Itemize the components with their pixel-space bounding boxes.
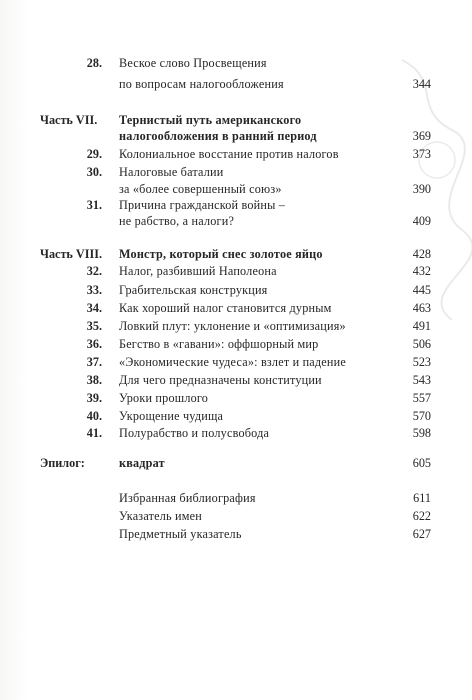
- chapter-number: 37.: [86, 355, 102, 369]
- toc-entry: [0, 353, 472, 371]
- page-number: 428: [412, 247, 431, 261]
- entry-title: за «более совершенный союз»: [119, 182, 282, 196]
- page-number: 570: [412, 409, 431, 423]
- chapter-number: 29.: [86, 147, 102, 161]
- toc-entry: [0, 54, 472, 72]
- page-number: 445: [412, 283, 431, 297]
- toc-entry: [0, 127, 472, 145]
- toc-entry: [0, 299, 472, 317]
- page-number: 598: [412, 426, 431, 440]
- chapter-number: 33.: [86, 283, 102, 297]
- chapter-number: 31.: [86, 198, 102, 212]
- toc-entry: [0, 145, 472, 163]
- toc-entry: [0, 407, 472, 425]
- part-number: Часть VIII.: [40, 247, 103, 261]
- page-number: 463: [412, 301, 431, 315]
- page-number: 369: [412, 129, 431, 143]
- page-number: 523: [412, 355, 431, 369]
- page-number: 409: [412, 214, 431, 228]
- page-number: 622: [412, 509, 431, 523]
- toc-entry: [0, 424, 472, 442]
- toc-entry: [0, 262, 472, 280]
- toc-entry: [0, 489, 472, 507]
- entry-title: Колониальное восстание против налогов: [119, 147, 339, 161]
- toc-entry: [0, 371, 472, 389]
- page-number: 390: [412, 182, 431, 196]
- entry-title: Причина гражданской войны –: [119, 198, 286, 212]
- chapter-number: 39.: [86, 391, 102, 405]
- entry-title: квадрат: [119, 456, 165, 470]
- entry-title: по вопросам налогообложения: [119, 77, 284, 91]
- chapter-number: 35.: [86, 319, 102, 333]
- chapter-number: 34.: [86, 301, 102, 315]
- part-number: Часть VII.: [40, 113, 98, 127]
- toc-entry: [0, 525, 472, 543]
- chapter-number: 40.: [86, 409, 102, 423]
- entry-title: налогообложения в ранний период: [119, 129, 317, 143]
- entry-title: Уроки прошлого: [119, 391, 209, 405]
- page-number: 344: [412, 77, 431, 91]
- page-number: 506: [412, 337, 431, 351]
- chapter-number: 28.: [86, 56, 102, 70]
- toc-part-entry: [0, 245, 472, 263]
- entry-title: Монстр, который снес золотое яйцо: [119, 247, 323, 261]
- part-number: Эпилог:: [40, 456, 85, 470]
- entry-title: «Экономические чудеса»: взлет и падение: [119, 355, 346, 369]
- toc-entry: [0, 335, 472, 353]
- entry-title: Укрощение чудища: [119, 409, 224, 423]
- toc-entry: [0, 507, 472, 525]
- entry-title: Предметный указатель: [119, 527, 242, 541]
- entry-title: Грабительская конструкция: [119, 283, 268, 297]
- entry-title: Налоговые баталии: [119, 165, 224, 179]
- entry-title: не рабство, а налоги?: [119, 214, 235, 228]
- entry-title: Полурабство и полусвобода: [119, 426, 270, 440]
- chapter-number: 32.: [86, 264, 102, 278]
- entry-title: Налог, разбивший Наполеона: [119, 264, 277, 278]
- page-number: 432: [412, 264, 431, 278]
- page-number: 543: [412, 373, 431, 387]
- toc-part-entry: [0, 454, 472, 472]
- chapter-number: 41.: [86, 426, 102, 440]
- entry-title: Ловкий плут: уклонение и «оптимизация»: [119, 319, 346, 333]
- entry-title: Для чего предназначены конституции: [119, 373, 322, 387]
- page-number: 627: [412, 527, 431, 541]
- chapter-number: 38.: [86, 373, 102, 387]
- entry-title: Указатель имен: [119, 509, 202, 523]
- page-number: 491: [412, 319, 431, 333]
- page-number: 605: [412, 456, 431, 470]
- entry-title: Тернистый путь американского: [119, 113, 302, 127]
- toc-entry: [0, 389, 472, 407]
- chapter-number: 36.: [86, 337, 102, 351]
- page-number: 557: [412, 391, 431, 405]
- entry-title: Избранная библиография: [119, 491, 256, 505]
- toc-entry: [0, 163, 472, 181]
- toc-entry: [0, 317, 472, 335]
- toc-entry: [0, 75, 472, 93]
- toc-entry: [0, 212, 472, 230]
- chapter-number: 30.: [86, 165, 102, 179]
- toc-entry: [0, 281, 472, 299]
- page-number: 611: [413, 491, 431, 505]
- entry-title: Как хороший налог становится дурным: [119, 301, 332, 315]
- page-number: 373: [412, 147, 431, 161]
- entry-title: Веское слово Просвещения: [119, 56, 267, 70]
- entry-title: Бегство в «гавани»: оффшорный мир: [119, 337, 319, 351]
